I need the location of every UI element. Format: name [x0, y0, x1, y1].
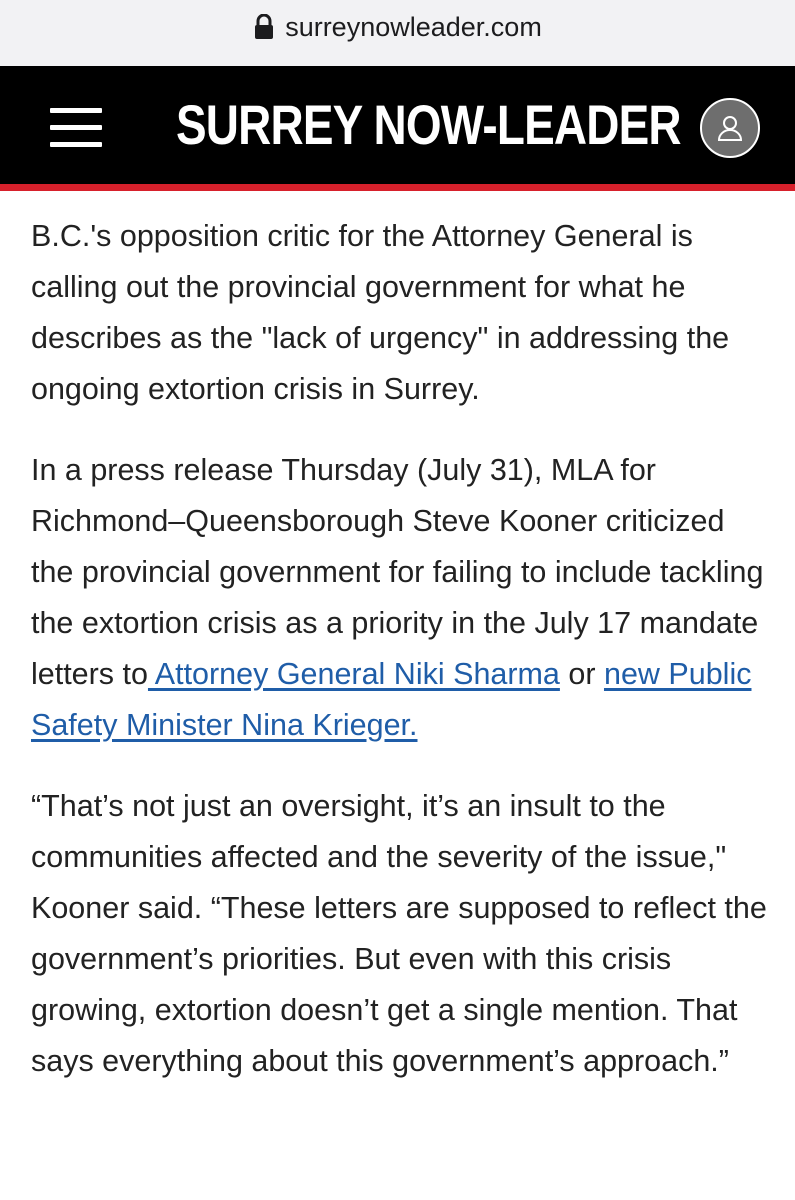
browser-url-bar[interactable]: [0, 0, 795, 66]
site-header: [0, 66, 795, 191]
article-paragraph-3: “That’s not just an oversight, it’s an insult to the communities affected and the severity of the issue," Kooner said. “These letters are supposed to reflect the government’s priorities. But even with this crisis growing, extortion doesn’t get a single mention. That says everything about this government’s approach.”: [31, 789, 767, 1078]
lock-icon: [253, 14, 275, 40]
paragraph-text: or: [559, 657, 604, 691]
attorney-general-link[interactable]: Attorney General Niki Sharma: [147, 657, 560, 691]
article-paragraph-2: [31, 445, 771, 751]
public-safety-minister-link[interactable]: new Public Safety Minister Nina Krieger.: [31, 657, 752, 742]
article-paragraph-1: B.C.'s opposition critic for the Attorney General is calling out the provincial government for what he describes as the "lack of urgency" in addressing the ongoing extortion crisis in Surrey.: [31, 219, 730, 406]
browser-url-text: surreynowleader.com: [285, 12, 542, 42]
site-logo[interactable]: SURREY NOW-LEADER: [176, 93, 681, 156]
article-body: [0, 191, 771, 1087]
account-button[interactable]: [700, 98, 760, 158]
user-icon: [715, 113, 745, 143]
hamburger-menu-icon[interactable]: [50, 108, 102, 148]
paragraph-text: In a press release Thursday (July 31), MLA for Richmond–Queensborough Steve Kooner criticized the provincial government for failing to include tackling the extortion crisis as a priority in the July 17 mandate letters to: [31, 453, 764, 691]
